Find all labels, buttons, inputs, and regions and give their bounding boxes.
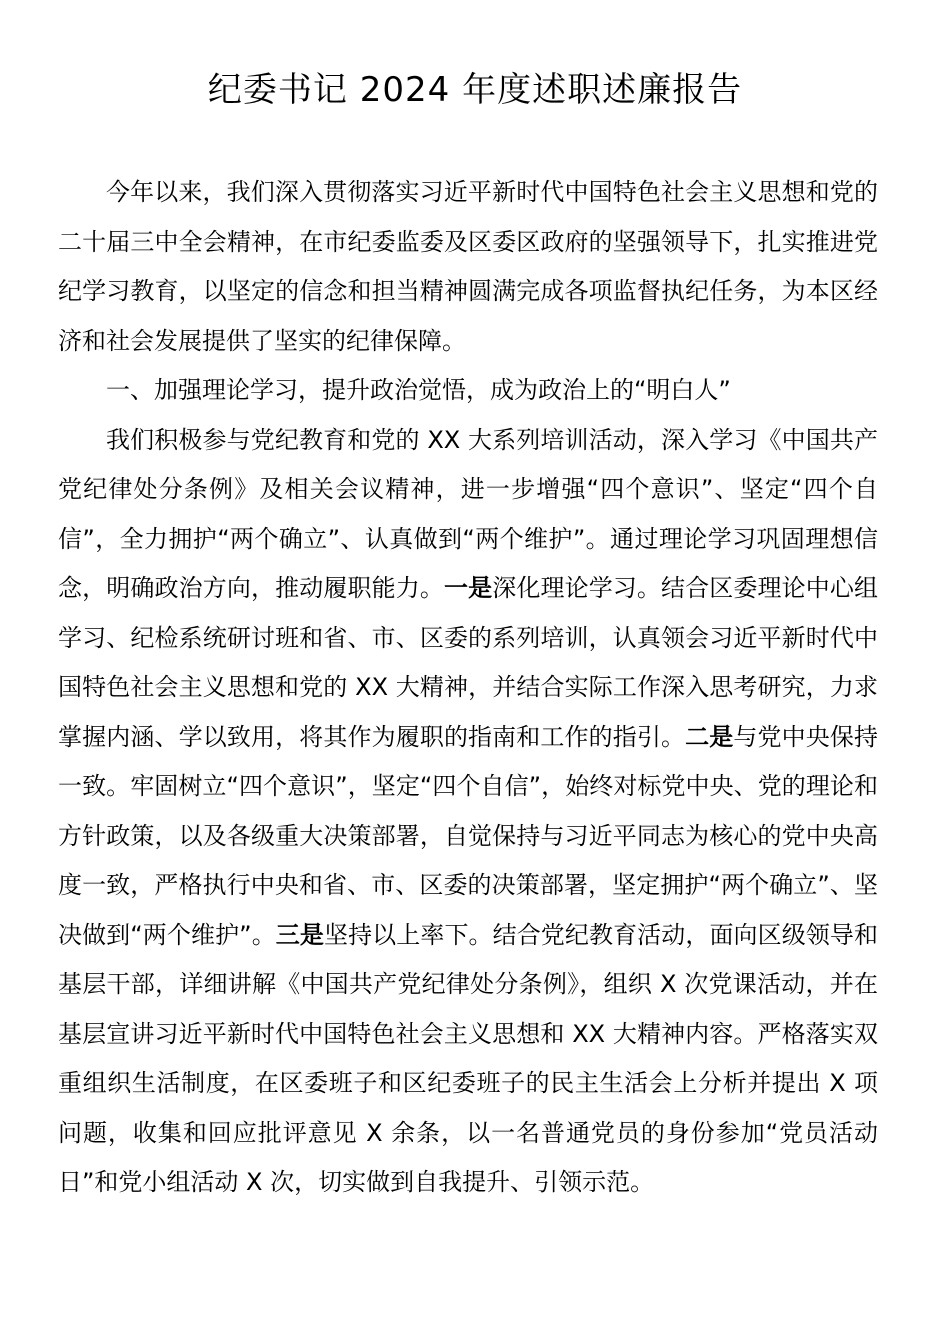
bold-marker-third: 三是 [275,920,324,949]
document-body [58,168,878,1208]
section-paragraph [58,416,878,1208]
paragraph-text: 与党中央保持一致。牢固树立“四个意识”，坚定“四个自信”，始终对标党中央、党的理论和方针政策，以及各级重大决策部署，自觉保持与习近平同志为核心的党中央高度一致，严格执行中央和省、市、区委的决策部署，坚定拥护“两个确立”、坚决做到“两个维护”。 [58,722,879,949]
section-heading: 一、加强理论学习，提升政治觉悟，成为政治上的“明白人” [106,376,731,404]
document-title: 纪委书记 2024 年度述职述廉报告 [207,70,743,110]
paragraph-text: 深化理论学习。结合区委理论中心组学习、纪检系统研讨班和省、市、区委的系列培训，认真领会习近平新时代中国特色社会主义思想和党的 XX 大精神，并结合实际工作深入思考研究，力求掌握内涵、学以致用，将其作为履职的指南和工作的指引。 [58,574,879,751]
bold-marker-second: 二是 [685,722,734,751]
intro-paragraph: 今年以来，我们深入贯彻落实习近平新时代中国特色社会主义思想和党的二十届三中全会精神，在市纪委监委及区委区政府的坚强领导下，扎实推进党纪学习教育，以坚定的信念和担当精神圆满完成各项监督执纪任务，为本区经济和社会发展提供了坚实的纪律保障。 [58,178,878,355]
paragraph-text: 我们积极参与党纪教育和党的 XX 大系列培训活动，深入学习《中国共产党纪律处分条例》及相关会议精神，进一步增强“四个意识”、坚定“四个自信”，全力拥护“两个确立”、认真做到“两个维护”。通过理论学习巩固理想信念，明确政治方向，推动履职能力。 [58,425,878,602]
bold-marker-first: 一是 [443,574,493,602]
paragraph-text: 坚持以上率下。结合党纪教育活动，面向区级领导和基层干部，详细讲解《中国共产党纪律处分条例》，组织 X 次党课活动，并在基层宣讲习近平新时代中国特色社会主义思想和 XX 大精神内容。严格落实双重组织生活制度，在区委班子和区纪委班子的民主生活会上分析并提出 X 项问题，收集和回应批评意见 X 余条，以一名普通党员的身份参加“党员活动日”和党小组活动 X 次，切实做到自我提升、引领示范。 [58,920,879,1196]
